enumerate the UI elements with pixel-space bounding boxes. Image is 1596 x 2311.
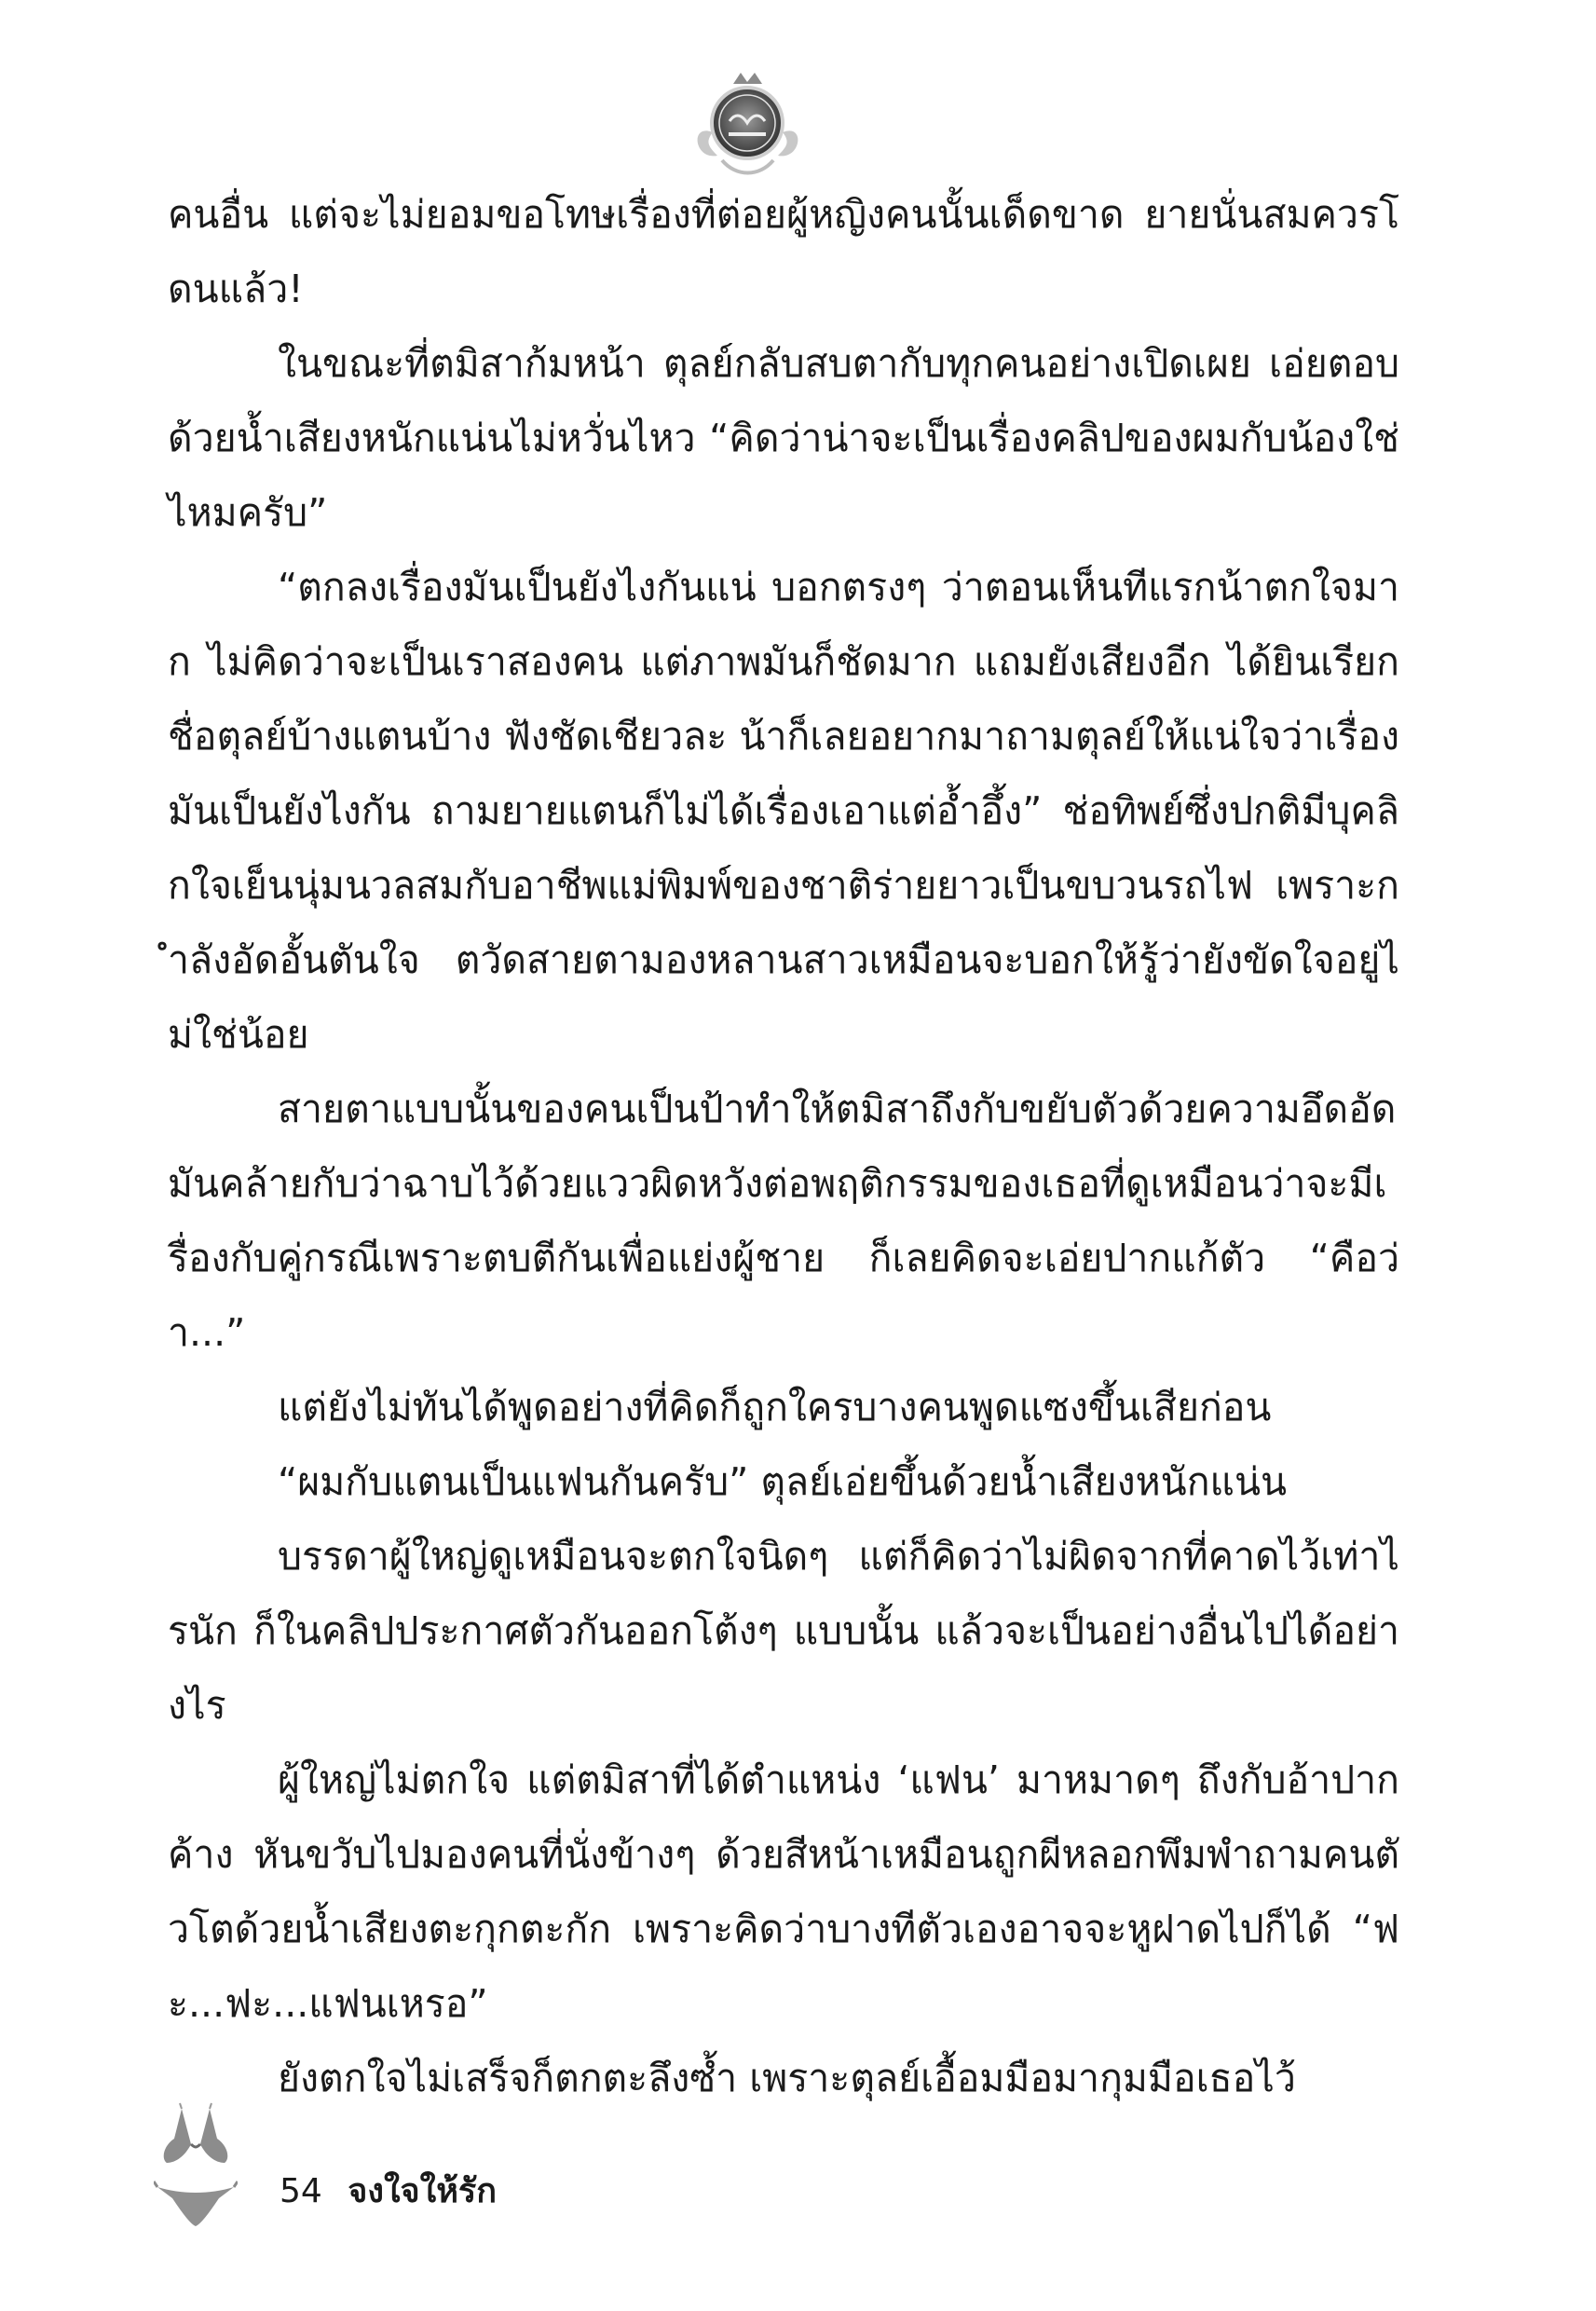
paragraph: ยังตกใจไม่เสร็จก็ตกตะลึงซ้ำ เพราะตุลย์เอื้อมมือมากุมมือเธอไว้ — [278, 2056, 1296, 2100]
crest-logo-icon — [685, 67, 811, 179]
paragraph: ผู้ใหญ่ไม่ตกใจ แต่ตมิสาที่ได้ตำแหน่ง ‘แฟน’ มาหมาดๆ ถึงกับอ้าปากค้าง หันขวับไปมองคนที่นั่งข้างๆ ด้วยสีหน้าเหมือนถูกผีหลอกพึมพำถามคนตัวโตด้วยน้ำเสียงตะกุกตะกัก เพราะคิดว่าบางทีตัวเองอาจจะหูฝาดไปก็ได้ “ฟะ...ฟะ...แฟนเหรอ” — [168, 1757, 1399, 2026]
page-number: 54 — [280, 2172, 322, 2210]
paragraph: บรรดาผู้ใหญ่ดูเหมือนจะตกใจนิดๆ แต่ก็คิดว่าไม่ผิดจากที่คาดไว้เท่าไรนัก ก็ในคลิปประกาศตัวกันออกโต้งๆ แบบนั้น แล้วจะเป็นอย่างอื่นไปได้อย่างไร — [168, 1534, 1399, 1728]
paragraph: แต่ยังไม่ทันได้พูดอย่างที่คิดก็ถูกใครบางคนพูดแซงขึ้นเสียก่อน — [278, 1385, 1272, 1429]
paragraph: “ผมกับแตนเป็นแฟนกันครับ” ตุลย์เอ่ยขึ้นด้วยน้ำเสียงหนักแน่น — [278, 1459, 1288, 1504]
paragraph: คนอื่น แต่จะไม่ยอมขอโทษเรื่องที่ต่อยผู้หญิงคนนั้นเด็ดขาด ยายนั่นสมควรโดนแล้ว! — [168, 192, 1399, 311]
paragraph: “ตกลงเรื่องมันเป็นยังไงกันแน่ บอกตรงๆ ว่าตอนเห็นทีแรกน้าตกใจมาก ไม่คิดว่าจะเป็นเราสองคน แต่ภาพมันก็ชัดมาก แถมยังเสียงอีก ได้ยินเรียกชื่อตุลย์บ้างแตนบ้าง ฟังชัดเชียวละ น้าก็เลยอยากมาถามตุลย์ให้แน่ใจว่าเรื่องมันเป็นยังไงกัน ถามยายแตนก็ไม่ได้เรื่องเอาแต่อ้ำอึ้ง” ช่อทิพย์ซึ่งปกติมีบุคลิกใจเย็นนุ่มนวลสมกับอาชีพแม่พิมพ์ของชาติร่ายยาวเป็นขบวนรถไฟ เพราะกำลังอัดอั้นตันใจ ตวัดสายตามองหลานสาวเหมือนจะบอกให้รู้ว่ายังขัดใจอยู่ไม่ใช่น้อย — [168, 565, 1399, 1057]
bikini-icon — [154, 2101, 238, 2241]
paragraph: สายตาแบบนั้นของคนเป็นป้าทำให้ตมิสาถึงกับขยับตัวด้วยความอึดอัด มันคล้ายกับว่าฉาบไว้ด้วยแววผิดหวังต่อพฤติกรรมของเธอที่ดูเหมือนว่าจะมีเรื่องกับคู่กรณีเพราะตบตีกันเพื่อแย่งผู้ชาย ก็เลยคิดจะเอ่ยปากแก้ตัว “คือว่า...” — [168, 1087, 1399, 1355]
page-footer — [280, 2171, 497, 2212]
page-body — [168, 177, 1399, 2115]
book-title: จงใจให้รัก — [348, 2172, 498, 2210]
paragraph: ในขณะที่ตมิสาก้มหน้า ตุลย์กลับสบตากับทุกคนอย่างเปิดเผย เอ่ยตอบด้วยน้ำเสียงหนักแน่นไม่หวั่นไหว “คิดว่าน่าจะเป็นเรื่องคลิปของผมกับน้องใช่ไหมครับ” — [168, 341, 1399, 535]
